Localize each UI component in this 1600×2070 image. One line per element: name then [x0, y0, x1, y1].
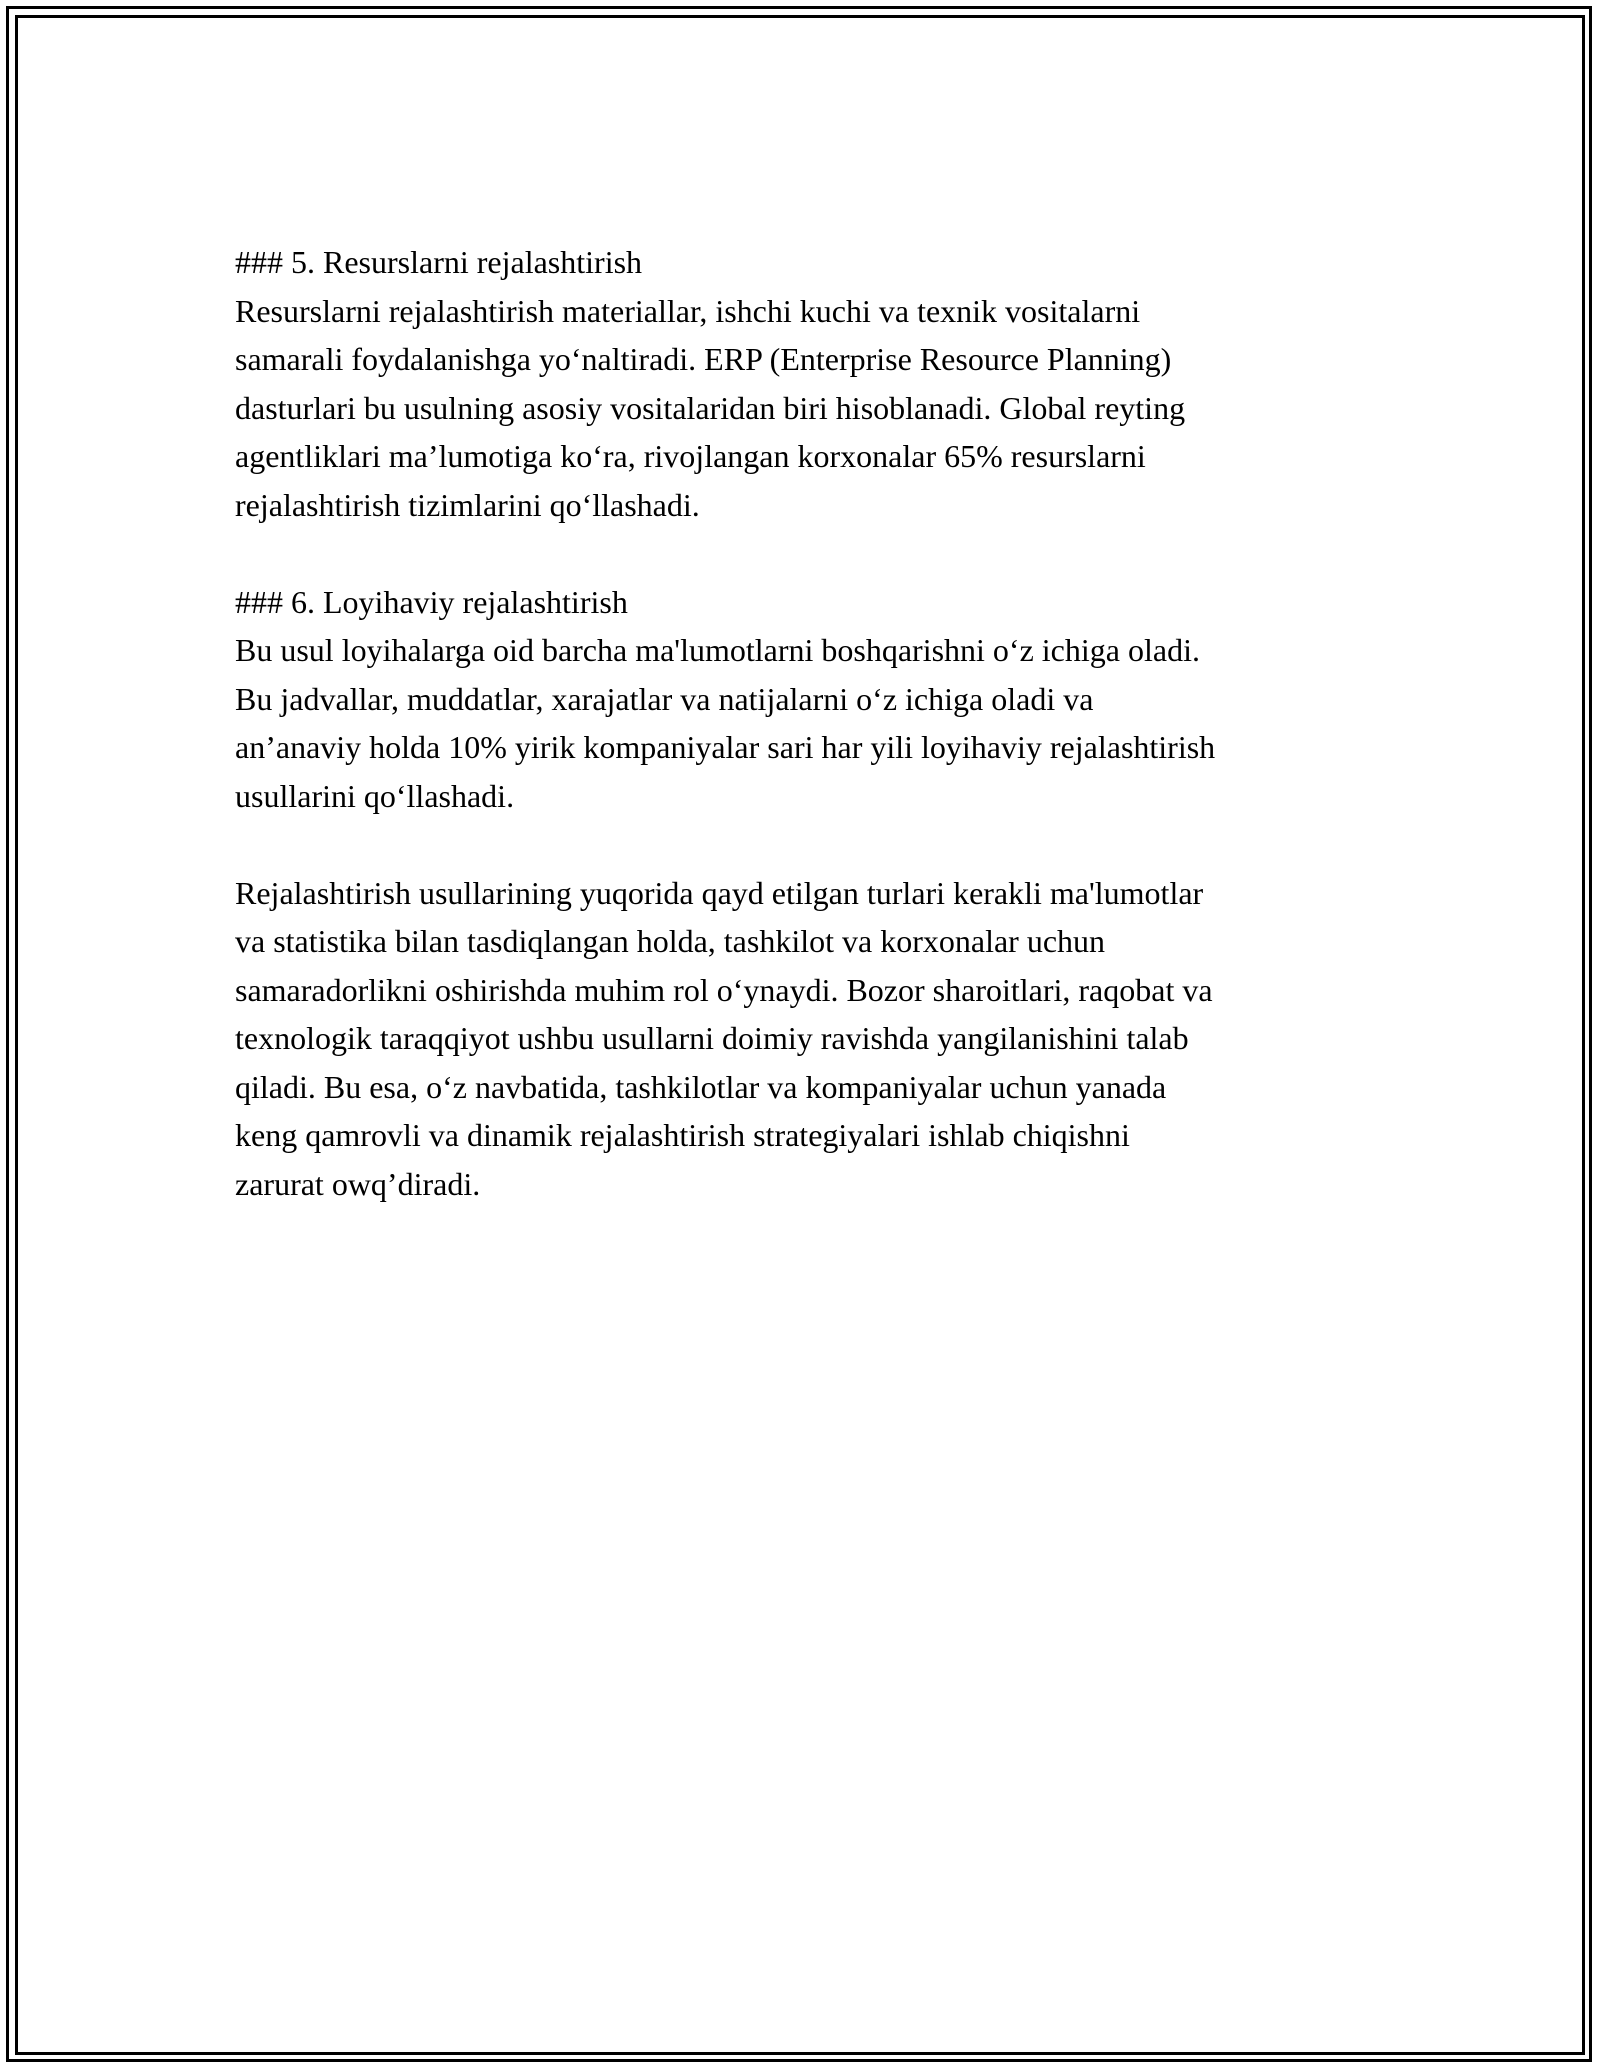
paragraph-line: rejalashtirish tizimlarini qo‘llashadi. — [235, 486, 700, 523]
paragraph-line: samarali foydalanishga yo‘naltiradi. ERP (Enterprise Resource Planning) — [235, 341, 1172, 377]
paragraph-line: va statistika bilan tasdiqlangan holda, tashkilot va korxonalar uchun — [235, 923, 1106, 959]
paragraph-line: samaradorlikni oshirishda muhim rol o‘ynaydi. Bozor sharoitlari, raqobat va — [235, 971, 1213, 1008]
paragraph-line: an’anaviy holda 10% yirik kompaniyalar sari har yili loyihaviy rejalashtirish — [235, 729, 1216, 765]
paragraph-line: keng qamrovli va dinamik rejalashtirish strategiyalari ishlab chiqishni — [235, 1117, 1130, 1153]
paragraph-line: usullarini qo‘llashadi. — [235, 777, 515, 814]
paragraph-line: dasturlari bu usulning asosiy vositalaridan biri hisoblanadi. Global reyting — [235, 389, 1186, 426]
conclusion-paragraph — [235, 869, 1395, 1209]
paragraph-spacer — [235, 529, 1395, 578]
paragraph-spacer — [235, 820, 1395, 869]
paragraph-line: Resurslarni rejalashtirish materiallar, ishchi kuchi va texnik vositalarni — [235, 292, 1141, 329]
section-project-planning — [235, 578, 1395, 821]
paragraph-line: qiladi. Bu esa, o‘z navbatida, tashkilotlar va kompaniyalar uchun yanada — [235, 1068, 1167, 1105]
section-resource-planning — [235, 238, 1395, 529]
paragraph-line: Rejalashtirish usullarining yuqorida qayd etilgan turlari kerakli ma'lumotlar — [235, 874, 1204, 911]
document-body — [235, 238, 1395, 1208]
paragraph-line: texnologik taraqqiyot ushbu usullarni doimiy ravishda yangilanishini talab — [235, 1020, 1189, 1056]
paragraph-line: agentliklari ma’lumotiga ko‘ra, rivojlangan korxonalar 65% resurslarni — [235, 438, 1146, 474]
paragraph-line: zarurat owq’diradi. — [235, 1165, 481, 1202]
paragraph-line: Bu usul loyihalarga oid barcha ma'lumotlarni boshqarishni o‘z ichiga oladi. — [235, 632, 1200, 668]
section-heading: ### 5. Resurslarni rejalashtirish — [235, 244, 643, 280]
paragraph-line: Bu jadvallar, muddatlar, xarajatlar va natijalarni o‘z ichiga oladi va — [235, 680, 1094, 717]
section-heading: ### 6. Loyihaviy rejalashtirish — [235, 583, 628, 620]
